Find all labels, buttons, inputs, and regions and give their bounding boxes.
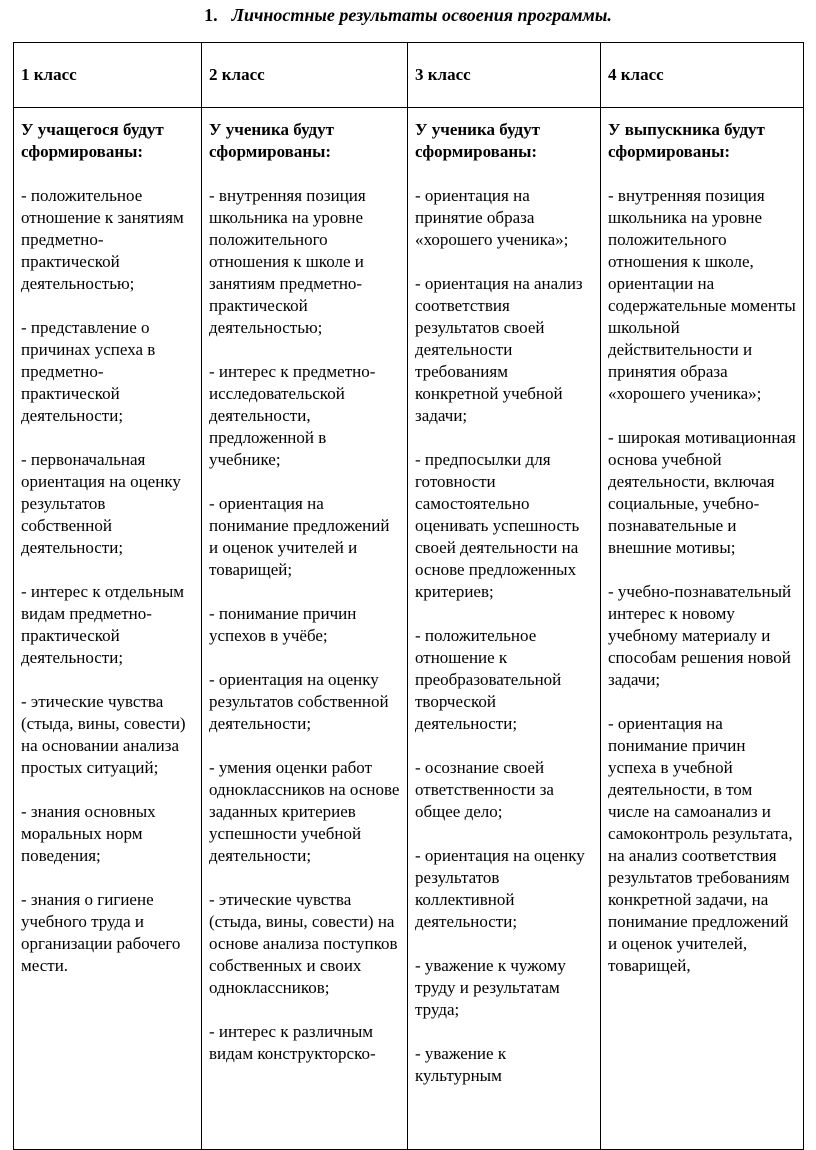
header-cell-grade-4: 4 класс bbox=[601, 43, 804, 108]
list-item: - интерес к предметно-исследовательской деятельности, предложенной в учебнике; bbox=[209, 362, 376, 469]
list-item: - понимание причин успехов в учёбе; bbox=[209, 604, 357, 645]
list-item: - представление о причинах успеха в предметно-практической деятельности; bbox=[21, 318, 156, 425]
list-item: - первоначальная ориентация на оценку результатов собственной деятельности; bbox=[21, 450, 181, 557]
list-item: - ориентация на принятие образа «хорошего ученика»; bbox=[415, 186, 569, 249]
list-item: - ориентация на понимание причин успеха в учебной деятельности, в том числе на самоанализ и самоконтроль результата, на анализ соответствия результатов требованиям конкретной задачи, на понимание предложений и оценок учителей, товарищей, bbox=[608, 714, 793, 975]
header-cell-grade-1: 1 класс bbox=[14, 43, 202, 108]
title-number: 1. bbox=[204, 5, 218, 25]
list-item: - этические чувства (стыда, вины, совести) на основании анализа простых ситуаций; bbox=[21, 692, 186, 777]
list-item: - положительное отношение к занятиям предметно-практической деятельностью; bbox=[21, 186, 184, 293]
list-item: - положительное отношение к преобразовательной творческой деятельности; bbox=[415, 626, 562, 733]
list-item: - ориентация на анализ соответствия результатов своей деятельности требованиям конкретной учебной задачи; bbox=[415, 274, 583, 425]
content-cell-grade-2 bbox=[202, 108, 408, 1150]
list-item: - интерес к различным видам конструкторско- bbox=[209, 1022, 376, 1063]
list-item: - ориентация на оценку результатов собственной деятельности; bbox=[209, 670, 389, 733]
header-cell-grade-2: 2 класс bbox=[202, 43, 408, 108]
list-item: - уважение к культурным bbox=[415, 1044, 507, 1085]
cell-lead: У выпускника будут сформированы: bbox=[608, 120, 765, 161]
list-item: - ориентация на понимание предложений и оценок учителей и товарищей; bbox=[209, 494, 390, 579]
cell-lead: У ученика будут сформированы: bbox=[209, 120, 334, 161]
list-item: - интерес к отдельным видам предметно-практической деятельности; bbox=[21, 582, 185, 667]
list-item: - внутренняя позиция школьника на уровне положительного отношения к школе, ориентации на содержательные моменты школьной действительности и принятия образа «хорошего ученика»; bbox=[608, 186, 796, 403]
table-header-row bbox=[14, 43, 804, 108]
list-item: - осознание своей ответственности за общее дело; bbox=[415, 758, 554, 821]
results-table bbox=[13, 42, 804, 1150]
list-item: - предпосылки для готовности самостоятельно оценивать успешность своей деятельности на основе предложенных критериев; bbox=[415, 450, 580, 601]
list-item: - учебно-познавательный интерес к новому учебному материалу и способам решения новой задачи; bbox=[608, 582, 792, 689]
content-cell-grade-4 bbox=[601, 108, 804, 1150]
list-item: - широкая мотивационная основа учебной деятельности, включая социальные, учебно-познавательные и внешние мотивы; bbox=[608, 428, 796, 557]
content-cell-grade-3 bbox=[408, 108, 601, 1150]
cell-lead: У учащегося будут сформированы: bbox=[21, 120, 164, 161]
content-cell-grade-1 bbox=[14, 108, 202, 1150]
list-item: - умения оценки работ одноклассников на основе заданных критериев успешности учебной деятельности; bbox=[209, 758, 400, 865]
list-item: - внутренняя позиция школьника на уровне положительного отношения к школе и занятиям предметно-практической деятельностью; bbox=[209, 186, 366, 337]
cell-lead: У ученика будут сформированы: bbox=[415, 120, 540, 161]
document-title bbox=[0, 3, 816, 27]
list-item: - уважение к чужому труду и результатам труда; bbox=[415, 956, 566, 1019]
list-item: - знания о гигиене учебного труда и организации рабочего мести. bbox=[21, 890, 181, 975]
table-content-row bbox=[14, 108, 804, 1150]
list-item: - знания основных моральных норм поведения; bbox=[21, 802, 156, 865]
list-item: - этические чувства (стыда, вины, совести) на основе анализа поступков собственных и своих одноклассников; bbox=[209, 890, 398, 997]
list-item: - ориентация на оценку результатов коллективной деятельности; bbox=[415, 846, 585, 931]
header-cell-grade-3: 3 класс bbox=[408, 43, 601, 108]
title-text: Личностные результаты освоения программы. bbox=[231, 5, 612, 25]
